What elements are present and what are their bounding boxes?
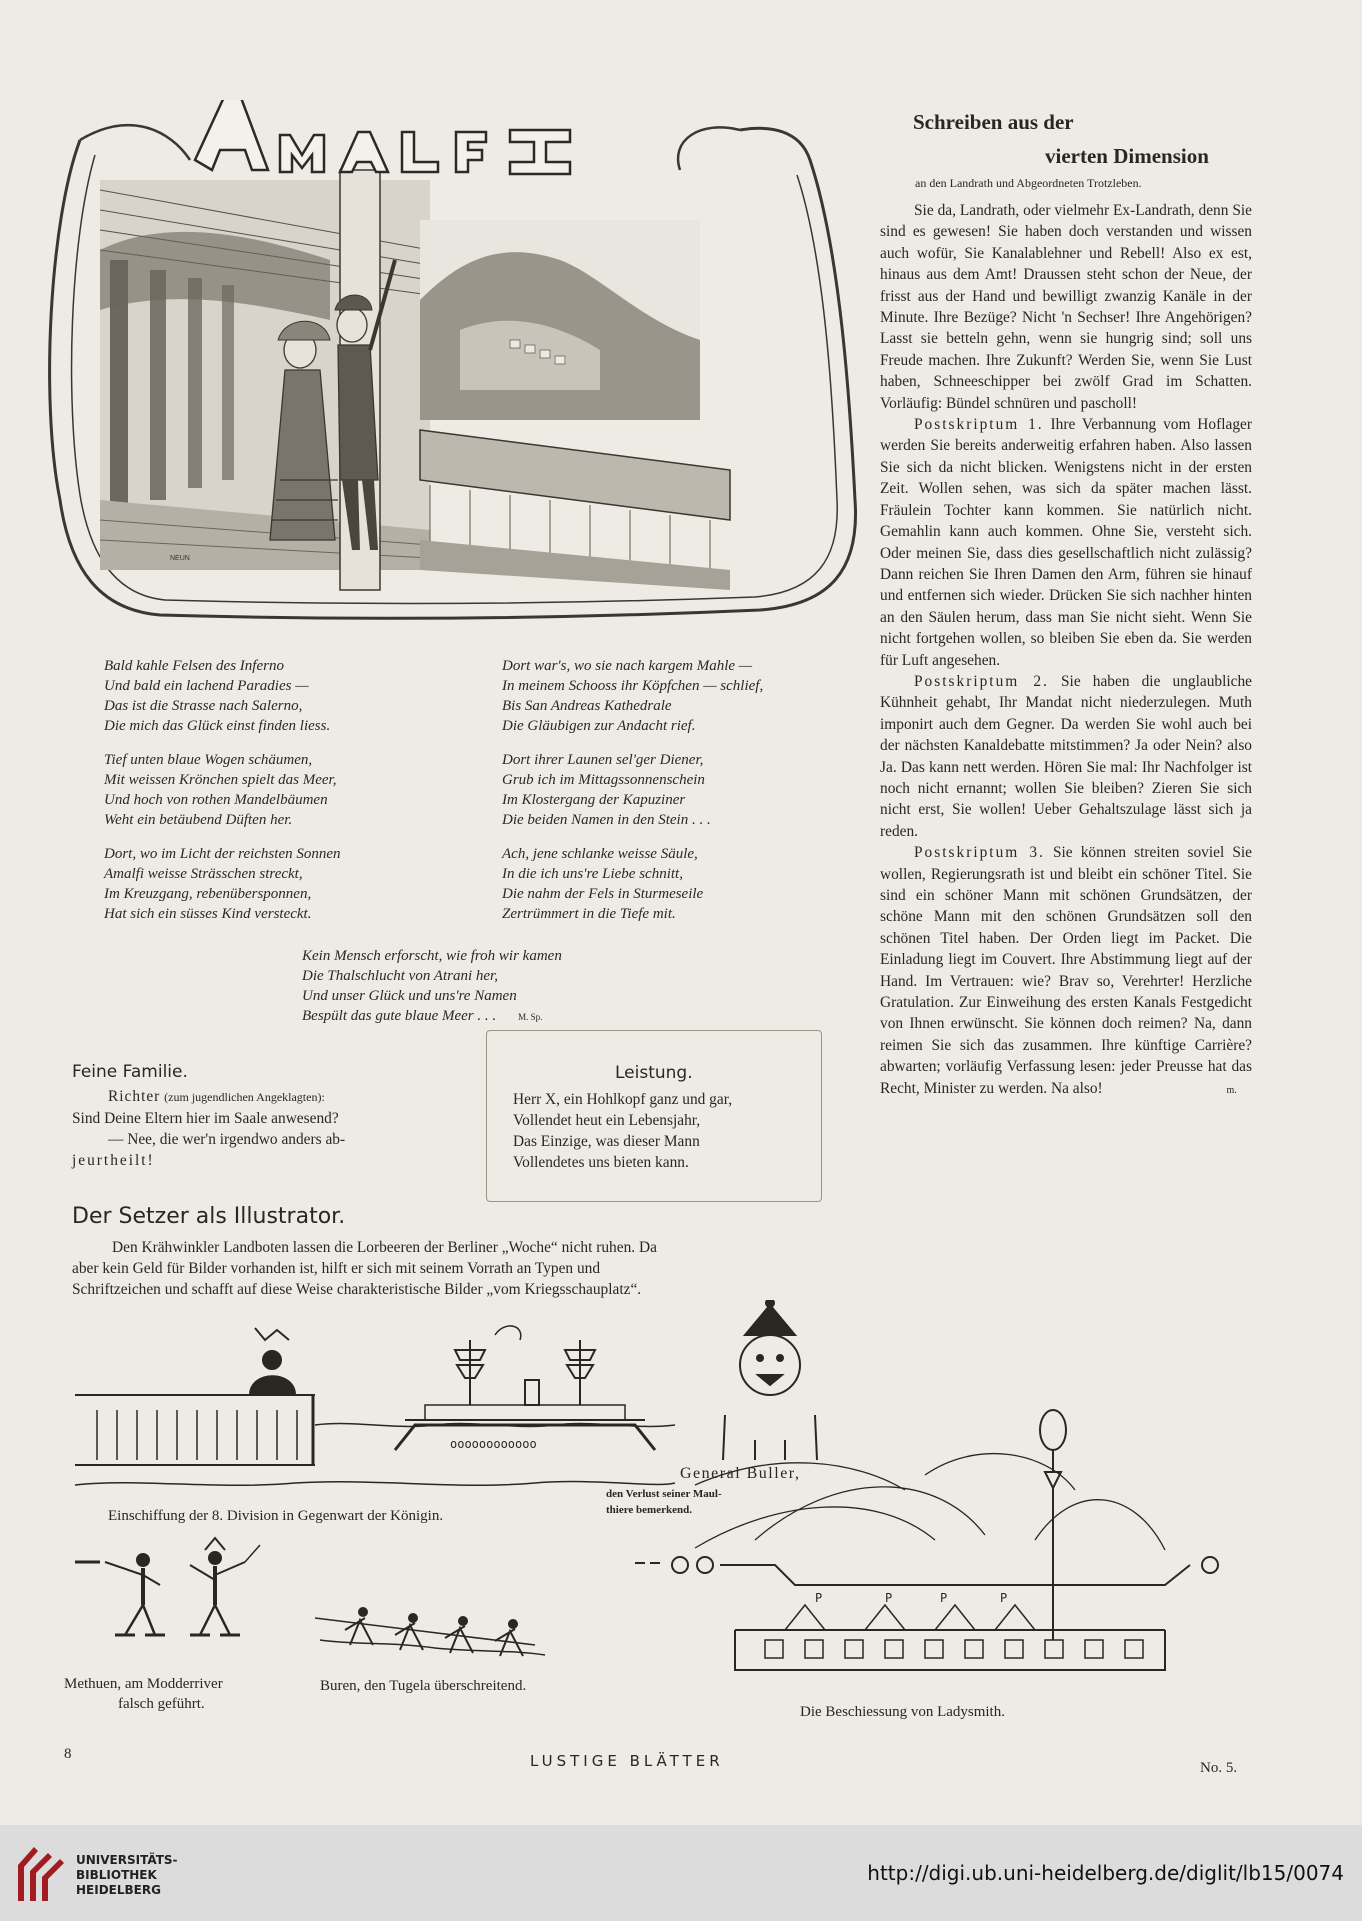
poem-line: Amalfi weisse Strässchen streckt, — [104, 866, 303, 882]
poem-line: Im Kreuzgang, rebenübersponnen, — [104, 886, 312, 902]
p-glyph: P — [885, 1591, 893, 1605]
leistung-box — [486, 1030, 822, 1202]
poem-line: Und unser Glück und uns're Namen — [302, 988, 517, 1004]
poem-line: In die ich uns're Liebe schnitt, — [502, 866, 683, 882]
schreiben-paragraph: Postskriptum 3. Sie können streiten soviel Sie wollen, Regierungsrath ist und bleibt ein schöner Titel. Sie sind ein schöner Mann mit schönen Grundsätzen, der schöne Mann mit den schönen Grundsätzen soll den schönen Titel haben. Der Orden liegt im Packet. Die Einladung liegt im Couvert. Ihre Abstimmung liegt auf der Hand. Im Vertrauen: wie? Brav so, Verehrter! Herzliche Gratulation. Zur Einweihung des ersten Kanals Festgedicht von Ihnen erwünscht. Sie können doch reimen? Na, dann reimen Sie sich das zusammen. Ihre künftige Carrière? abwarten; vorläufig Verfassung lesen: jeder Preusse hat das Recht, Minister zu werden. Na also! m. — [880, 844, 1252, 1097]
schreiben-title-line: Schreiben aus der — [913, 110, 1074, 134]
schreiben-title-line: vierten Dimension — [1045, 144, 1209, 168]
library-name-line: BIBLIOTHEK — [76, 1868, 157, 1882]
poem-right-stanza — [502, 656, 763, 736]
poem-right-stanza — [502, 750, 763, 830]
caption-einschiffung: Einschiffung der 8. Division in Gegenwart der Königin. — [108, 1508, 444, 1524]
p-glyph: P — [940, 1591, 948, 1605]
poem-line: Das ist die Strasse nach Salerno, — [104, 698, 303, 714]
magazine-name: LUSTIGE BLÄTTER — [530, 1752, 724, 1770]
setzer-text — [72, 1237, 852, 1300]
leistung-line: Das Einzige, was dieser Mann — [513, 1133, 700, 1150]
digital-library-url[interactable]: http://digi.ub.uni-heidelberg.de/diglit/lb15/0074 — [867, 1861, 1344, 1885]
feine-familie — [72, 1062, 452, 1171]
poem-line: Dort war's, wo sie nach kargem Mahle — — [502, 658, 753, 674]
poem-left-stanza — [104, 750, 341, 830]
poem-line: Mit weissen Krönchen spielt das Meer, — [104, 772, 337, 788]
schreiben-paragraph: Postskriptum 1. Ihre Verbannung vom Hoflager werden Sie bereits anderweitig erfahren haben. Also lassen Sie sich da nicht blicken. Wenigstens nicht in der ersten Zeit. Wollen sehen, was sich da später machen lässt. Fräulein Tochter kann kommen. Sie natürlich nicht. Gemahlin kann auch kommen. Ohne Sie, versteht sich. Oder meinen Sie, dass dies gesellschaftlich nicht zulässig? Dann reichen Sie Ihren Damen den Arm, führen sie hinauf und entfernen sich wieder. Drücken Sie sich nachher hinten an den Säulen herum, dass man Sie nicht sieht. Wenn Sie nicht fortgehen wollen, so bleiben Sie eben da. Sie werden für Luft angesehen. — [880, 416, 1252, 669]
amalfi-drawing — [40, 100, 870, 630]
feine-familie-line: — Nee, die wer'n irgendwo anders ab- — [108, 1131, 346, 1148]
poem-line: Tief unten blaue Wogen schäumen, — [104, 752, 313, 768]
p-glyph: P — [815, 1591, 823, 1605]
schreiben-body — [880, 200, 1252, 1101]
issue-number: No. 5. — [1200, 1760, 1238, 1776]
poem-line: Bald kahle Felsen des Inferno — [104, 658, 284, 674]
poem-line: Dort ihrer Launen sel'ger Diener, — [502, 752, 704, 768]
poem-line: Bespült das gute blaue Meer . . . M. Sp. — [302, 1008, 543, 1024]
leistung-title: Leistung. — [615, 1063, 693, 1083]
library-name-line: HEIDELBERG — [76, 1883, 161, 1897]
leistung-line: Vollendet heut ein Lebensjahr, — [513, 1112, 701, 1129]
schreiben-subtitle: an den Landrath und Abgeordneten Trotzleben. — [915, 176, 1142, 190]
p-glyph: P — [1000, 1591, 1008, 1605]
illustration-signature: NEUN — [170, 555, 190, 562]
poem-line: Dort, wo im Licht der reichsten Sonnen — [104, 846, 341, 862]
poem-line: In meinem Schooss ihr Köpfchen — schlief, — [502, 678, 764, 694]
poem-line: Die nahm der Fels in Sturmeseile — [502, 886, 704, 902]
leistung-poem — [513, 1089, 732, 1173]
poem-left-stanza — [104, 844, 341, 924]
feine-familie-line: Richter (zum jugendlichen Angeklagten): — [108, 1088, 325, 1105]
poem-line: Die Thalschlucht von Atrani her, — [302, 968, 498, 984]
poem-line: Hat sich ein süsses Kind versteckt. — [104, 906, 312, 922]
poem-line: Und hoch von rothen Mandelbäumen — [104, 792, 328, 808]
poem-line: Weht ein betäubend Düften her. — [104, 812, 293, 828]
ship-glyphs: oooooooooooo — [450, 1437, 537, 1451]
feine-familie-line: jeurtheilt! — [72, 1152, 155, 1169]
leistung-line: Vollendetes uns bieten kann. — [513, 1154, 689, 1171]
poem-line: Ach, jene schlanke weisse Säule, — [502, 846, 698, 862]
page-number: 8 — [64, 1746, 72, 1762]
setzer-text-line: aber kein Geld für Bilder vorhanden ist, hilft er sich mit seinem Vorrath an Typen und — [72, 1260, 601, 1277]
poem-line: Die beiden Namen in den Stein . . . — [502, 812, 711, 828]
caption-methuen-line: Methuen, am Modderriver — [64, 1676, 223, 1692]
typographic-illustrations — [55, 1300, 1265, 1750]
library-name — [76, 1853, 178, 1898]
caption-methuen-line: falsch geführt. — [118, 1696, 205, 1712]
poem-line: Bis San Andreas Kathedrale — [502, 698, 672, 714]
poem-right-column — [502, 656, 763, 938]
poem-line: Grub ich im Mittagssonnenschein — [502, 772, 705, 788]
poem-right-stanza — [502, 844, 763, 924]
schreiben-paragraph: Sie da, Landrath, oder vielmehr Ex-Landrath, denn Sie sind es gewesen! Sie haben doch verstanden und wissen auch wofür, Sie Kanalablehner und Rebell! Also ex est, hinaus aus dem Amt! Draussen steht schon der Neue, der frisst aus der Hand und bewilligt zwanzig Kanäle in der Minute. Ihre Bezüge? Nicht 'n Sechser! Ihre Angehörigen? Lasst sie betteln gehn, wenn sie hungrig sind; soll uns Freude machen. Ihre Zukunft? Werden Sie, wenn Sie Lust haben, Schneeschipper bei zwölf Grad im Schatten. Vorläufig: Bündel schnüren und pascholl! — [880, 202, 1252, 412]
feine-familie-line: Sind Deine Eltern hier im Saale anwesend? — [72, 1110, 339, 1127]
library-logo-icon — [14, 1841, 68, 1907]
setzer-text-line: Den Krähwinkler Landboten lassen die Lorbeeren der Berliner „Woche“ nicht ruhen. Da — [112, 1239, 657, 1256]
feine-familie-title: Feine Familie. — [72, 1062, 188, 1082]
poem-line: Die mich das Glück einst finden liess. — [104, 718, 331, 734]
library-footer-bar — [0, 1825, 1362, 1921]
caption-ladysmith: Die Beschiessung von Ladysmith. — [800, 1704, 1005, 1720]
caption-buller-line: thiere bemerkend. — [606, 1504, 692, 1516]
schreiben-signature: m. — [1226, 1084, 1237, 1096]
leistung-line: Herr X, ein Hohlkopf ganz und gar, — [513, 1091, 733, 1108]
poem-line: Kein Mensch erforscht, wie froh wir kamen — [302, 948, 562, 964]
caption-buller-line: den Verlust seiner Maul- — [606, 1488, 722, 1500]
poem-final-stanza — [302, 946, 562, 1027]
poem-left-stanza — [104, 656, 341, 736]
schreiben-paragraph: Postskriptum 2. Sie haben die unglaubliche Kühnheit gehabt, Ihr Mandat nicht niederzulegen. Muth imponirt auch dem Gegner. Da werden Sie wohl auch bei der nächsten Kanaldebatte mitstimmen? Ja oder Nein? also Ja. Das kann nett werden. Hören Sie mal: Ihr Nachfolger ist noch nicht ernannt; wollen Sie bleiben? Zieren Sie sich nicht erst, Sie wollen! Ueber Gehaltszulage lässt sich ja reden. — [880, 672, 1252, 840]
caption-buller-name: General Buller, — [680, 1465, 801, 1482]
setzer-title: Der Setzer als Illustrator. — [72, 1204, 346, 1229]
amalfi-illustration — [40, 100, 870, 630]
setzer-text-line: Schriftzeichen und schafft auf diese Weise charakteristische Bilder „vom Kriegsschauplatz“. — [72, 1281, 642, 1298]
poem-line: Die Gläubigen zur Andacht rief. — [502, 718, 696, 734]
poem-line: Zertrümmert in die Tiefe mit. — [502, 906, 676, 922]
poem-author: M. Sp. — [518, 1012, 543, 1022]
poem-line: Im Klostergang der Kapuziner — [502, 792, 686, 808]
caption-buren: Buren, den Tugela überschreitend. — [320, 1678, 527, 1694]
poem-left-column — [104, 656, 341, 938]
library-name-line: UNIVERSITÄTS- — [76, 1853, 178, 1867]
poem-line: Und bald ein lachend Paradies — — [104, 678, 309, 694]
